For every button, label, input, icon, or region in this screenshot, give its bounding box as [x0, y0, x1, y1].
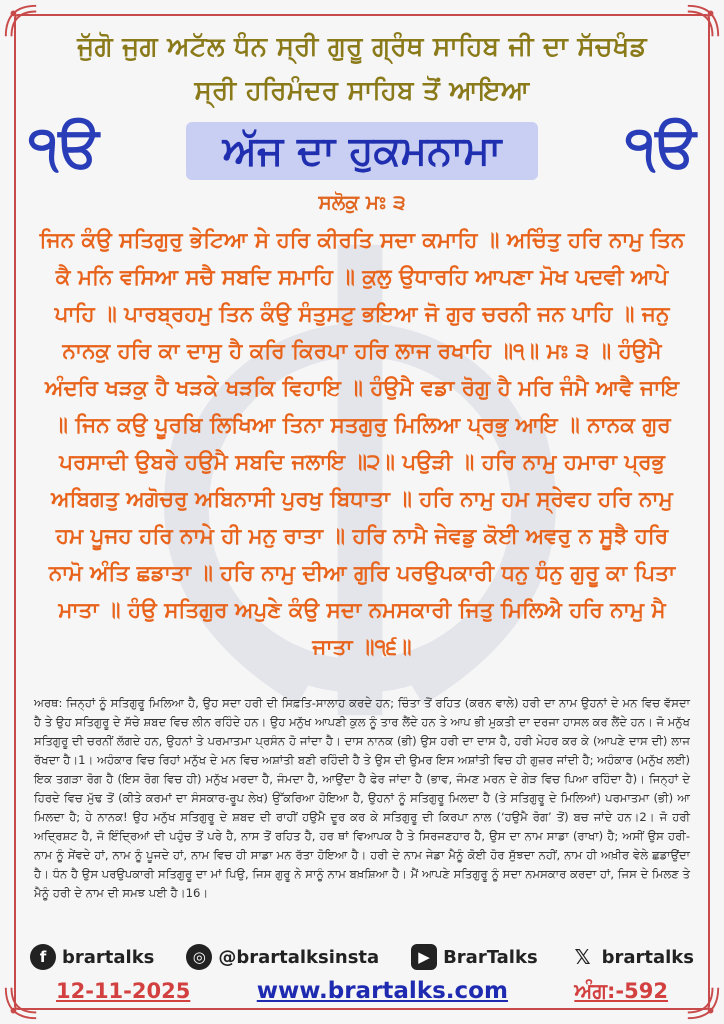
website-link[interactable]: www.brartalks.com: [256, 978, 508, 1004]
social-youtube[interactable]: [411, 944, 538, 970]
social-x[interactable]: [570, 944, 694, 970]
corner-ornament-icon: [2, 984, 40, 1022]
x-handle: brartalks: [601, 946, 694, 968]
x-icon: 𝕏: [574, 945, 591, 969]
title-row: [0, 114, 724, 188]
facebook-handle: brartalks: [62, 946, 155, 968]
corner-ornament-icon: [684, 984, 722, 1022]
ang-label: ਅੰਗ:-592: [574, 978, 668, 1003]
ik-onkar-right: ੧ੳ: [624, 115, 696, 180]
header-line-1: ਜੁੱਗੋ ਜੁਗ ਅਟੱਲ ਧੰਨ ਸ੍ਰੀ ਗੁਰੂ ਗ੍ਰੰਥ ਸਾਹਿਬ ਜੀ ਦਾ ਸੱਚਖੰਡ: [77, 32, 647, 62]
social-facebook[interactable]: [30, 944, 154, 970]
youtube-handle: BrarTalks: [443, 946, 538, 968]
facebook-icon: f: [30, 944, 56, 970]
salok-heading: ਸਲੋਕੁ ਮਃ ੩: [318, 190, 406, 214]
youtube-icon: ▶: [411, 944, 437, 970]
instagram-handle: @brartalksinsta: [218, 946, 380, 968]
gurbani-text: ਜਿਨ ਕੰਉ ਸਤਿਗੁਰੁ ਭੇਟਿਆ ਸੇ ਹਰਿ ਕੀਰਤਿ ਸਦਾ ਕਮਾਹਿ ॥ ਅਚਿੰਤੁ ਹਰਿ ਨਾਮੁ ਤਿਨ ਕੈ ਮਨਿ ਵਸਿਆ ਸਚੈ ਸਬਦਿ ਸਮਾਹਿ ॥ ਕੁਲੁ ਉਧਾਰਹਿ ਆਪਣਾ ਮੋਖ ਪਦਵੀ ਆਪੇ ਪਾਹਿ ॥ ਪਾਰਬ੍ਰਹਮੁ ਤਿਨ ਕੰਉ ਸੰਤੁਸਟੁ ਭਇਆ ਜੋ ਗੁਰ ਚਰਨੀ ਜਨ ਪਾਹਿ ॥ ਜਨੁ ਨਾਨਕੁ ਹਰਿ ਕਾ ਦਾਸੁ ਹੈ ਕਰਿ ਕਿਰਪਾ ਹਰਿ ਲਾਜ ਰਖਾਹਿ ॥੧॥ ਮਃ ੩ ॥ ਹੰਉਮੈ ਅੰਦਰਿ ਖੜਕੁ ਹੈ ਖੜਕੇ ਖੜਕਿ ਵਿਹਾਇ ॥ ਹੰਉਮੈ ਵਡਾ ਰੋਗੁ ਹੈ ਮਰਿ ਜੰਮੈ ਆਵੈ ਜਾਇ ॥ ਜਿਨ ਕਉ ਪੂਰਬਿ ਲਿਖਿਆ ਤਿਨਾ ਸਤਗੁਰੁ ਮਿਲਿਆ ਪ੍ਰਭੁ ਆਇ ॥ ਨਾਨਕ ਗੁਰ ਪਰਸਾਦੀ ਉਬਰੇ ਹਉਮੈ ਸਬਦਿ ਜਲਾਇ ॥੨॥ ਪਉੜੀ ॥ ਹਰਿ ਨਾਮੁ ਹਮਾਰਾ ਪ੍ਰਭੁ ਅਬਿਗਤੁ ਅਗੋਚਰੁ ਅਬਿਨਾਸੀ ਪੁਰਖੁ ਬਿਧਾਤਾ ॥ ਹਰਿ ਨਾਮੁ ਹਮ ਸ੍ਰੇਵਹ ਹਰਿ ਨਾਮੁ ਹਮ ਪੂਜਹ ਹਰਿ ਨਾਮੇ ਹੀ ਮਨੁ ਰਾਤਾ ॥ ਹਰਿ ਨਾਮੈ ਜੇਵਡੁ ਕੋਈ ਅਵਰੁ ਨ ਸੂਝੈ ਹਰਿ ਨਾਮੋ ਅੰਤਿ ਛਡਾਤਾ ॥ ਹਰਿ ਨਾਮੁ ਦੀਆ ਗੁਰਿ ਪਰਉਪਕਾਰੀ ਧਨੁ ਧੰਨੁ ਗੁਰੂ ਕਾ ਪਿਤਾ ਮਾਤਾ ॥ ਹੰਉ ਸਤਿਗੁਰ ਅਪੁਣੇ ਕੰਉ ਸਦਾ ਨਮਸਕਾਰੀ ਜਿਤੁ ਮਿਲਿਐ ਹਰਿ ਨਾਮੁ ਮੈ ਜਾਤਾ ॥੧੬॥: [39, 228, 685, 660]
instagram-icon: ◎: [186, 944, 212, 970]
date-label: 12-11-2025: [56, 979, 191, 1003]
social-instagram[interactable]: [186, 944, 379, 970]
ik-onkar-left: ੧ੳ: [28, 115, 100, 180]
footer: [56, 978, 668, 1004]
header-line-2: ਸ੍ਰੀ ਹਰਿਮੰਦਰ ਸਾਹਿਬ ਤੋਂ ਆਇਆ: [194, 76, 530, 106]
social-links: [30, 942, 694, 972]
meaning-text: ਅਰਥ: ਜਿਨ੍ਹਾਂ ਨੂੰ ਸਤਿਗੁਰੂ ਮਿਲਿਆ ਹੈ, ਉਹ ਸਦਾ ਹਰੀ ਦੀ ਸਿਫ਼ਤਿ-ਸਾਲਾਹ ਕਰਦੇ ਹਨ; ਚਿੰਤਾ ਤੋਂ ਰਹਿਤ (ਕਰਨ ਵਾਲੇ) ਹਰੀ ਦਾ ਨਾਮ ਉਹਨਾਂ ਦੇ ਮਨ ਵਿਚ ਵੱਸਦਾ ਹੈ ਤੇ ਉਹ ਸਤਿਗੁਰੂ ਦੇ ਸੱਚੇ ਸ਼ਬਦ ਵਿਚ ਲੀਨ ਰਹਿੰਦੇ ਹਨ। ਉਹ ਮਨੁੱਖ ਆਪਣੀ ਕੁਲ ਨੂੰ ਤਾਰ ਲੈਂਦੇ ਹਨ ਤੇ ਆਪ ਭੀ ਮੁਕਤੀ ਦਾ ਦਰਜਾ ਹਾਸਲ ਕਰ ਲੈਂਦੇ ਹਨ। ਜੋ ਮਨੁੱਖ ਸਤਿਗੁਰੂ ਦੀ ਚਰਨੀਂ ਲੱਗਦੇ ਹਨ, ਉਹਨਾਂ ਤੇ ਪਰਮਾਤਮਾ ਪ੍ਰਸੰਨ ਹੋ ਜਾਂਦਾ ਹੈ। ਦਾਸ ਨਾਨਕ (ਭੀ) ਉਸ ਹਰੀ ਦਾ ਦਾਸ ਹੈ, ਹਰੀ ਮੇਹਰ ਕਰ ਕੇ (ਆਪਣੇ ਦਾਸ ਦੀ) ਲਾਜ ਰੱਖਦਾ ਹੈ।1। ਅਹੰਕਾਰ ਵਿਚ ਰਿਹਾਂ ਮਨੁੱਖ ਦੇ ਮਨ ਵਿਚ ਅਸ਼ਾਂਤੀ ਬਣੀ ਰਹਿੰਦੀ ਹੈ ਤੇ ਉਸ ਦੀ ਉਮਰ ਇਸ ਅਸ਼ਾਂਤੀ ਵਿਚ ਹੀ ਗੁਜ਼ਰ ਜਾਂਦੀ ਹੈ; ਅਹੰਕਾਰ (ਮਨੁੱਖ ਲਈ) ਇਕ ਤਗੜਾ ਰੋਗ ਹੈ (ਇਸ ਰੋਗ ਵਿਚ ਹੀ) ਮਨੁੱਖ ਮਰਦਾ ਹੈ, ਜੰਮਦਾ ਹੈ, ਆਉਂਦਾ ਹੈ ਫੇਰ ਜਾਂਦਾ ਹੈ (ਭਾਵ, ਜੰਮਣ ਮਰਨ ਦੇ ਗੇੜ ਵਿਚ ਪਿਆ ਰਹਿੰਦਾ ਹੈ)। ਜਿਨ੍ਹਾਂ ਦੇ ਹਿਰਦੇ ਵਿਚ ਮੁੱਢ ਤੋਂ (ਕੀਤੇ ਕਰਮਾਂ ਦਾ ਸੰਸਕਾਰ-ਰੂਪ ਲੇਖ) ਉੱਕਰਿਆ ਹੋਇਆ ਹੈ, ਉਹਨਾਂ ਨੂੰ ਸਤਿਗੁਰੂ ਮਿਲਦਾ ਹੈ (ਤੇ ਸਤਿਗੁਰੂ ਦੇ ਮਿਲਿਆਂ) ਪਰਮਾਤਮਾ (ਭੀ) ਆ ਮਿਲਦਾ ਹੈ; ਹੇ ਨਾਨਕ! ਉਹ ਮਨੁੱਖ ਸਤਿਗੁਰੂ ਦੇ ਸ਼ਬਦ ਦੀ ਰਾਹੀਂ ਹਉਮੈ ਦੂਰ ਕਰ ਕੇ ਸਤਿਗੁਰੂ ਦੀ ਕਿਰਪਾ ਨਾਲ (‘ਹਉਮੈ ਰੋਗ’ ਤੋਂ) ਬਚ ਜਾਂਦੇ ਹਨ।2। ਜੋ ਹਰੀ ਅਦ੍ਰਿਸ਼ਟ ਹੈ, ਜੋ ਇੰਦ੍ਰਿਆਂ ਦੀ ਪਹੁੰਚ ਤੋਂ ਪਰੇ ਹੈ, ਨਾਸ ਤੋਂ ਰਹਿਤ ਹੈ, ਹਰ ਥਾਂ ਵਿਆਪਕ ਹੈ ਤੇ ਸਿਰਜਣਹਾਰ ਹੈ, ਉਸ ਦਾ ਨਾਮ ਸਾਡਾ (ਰਾਖਾ) ਹੈ; ਅਸੀਂ ਉਸ ਹਰੀ-ਨਾਮ ਨੂੰ ਸੇਂਵਦੇ ਹਾਂ, ਨਾਮ ਨੂੰ ਪੂਜਦੇ ਹਾਂ, ਨਾਮ ਵਿਚ ਹੀ ਸਾਡਾ ਮਨ ਰੱਤਾ ਹੋਇਆ ਹੈ। ਹਰੀ ਦੇ ਨਾਮ ਜੇਡਾ ਮੈਨੂੰ ਕੋਈ ਹੋਰ ਸੁੱਝਦਾ ਨਹੀਂ, ਨਾਮ ਹੀ ਅਖ਼ੀਰ ਵੇਲੇ ਛਡਾਉਂਦਾ ਹੈ। ਧੰਨ ਹੈ ਉਸ ਪਰਉਪਕਾਰੀ ਸਤਿਗੁਰੂ ਦਾ ਮਾਂ ਪਿਉ, ਜਿਸ ਗੁਰੂ ਨੇ ਸਾਨੂੰ ਨਾਮ ਬਖ਼ਸ਼ਿਆ ਹੈ। ਮੈਂ ਆਪਣੇ ਸਤਿਗੁਰੂ ਨੂੰ ਸਦਾ ਨਮਸਕਾਰ ਕਰਦਾ ਹਾਂ, ਜਿਸ ਦੇ ਮਿਲਣ ਤੇ ਮੈਨੂੰ ਹਰੀ ਦੇ ਨਾਮ ਦੀ ਸਮਝ ਪਈ ਹੈ।16।: [34, 696, 690, 900]
page-title: ਅੱਜ ਦਾ ਹੁਕਮਨਾਮਾ: [186, 122, 538, 180]
